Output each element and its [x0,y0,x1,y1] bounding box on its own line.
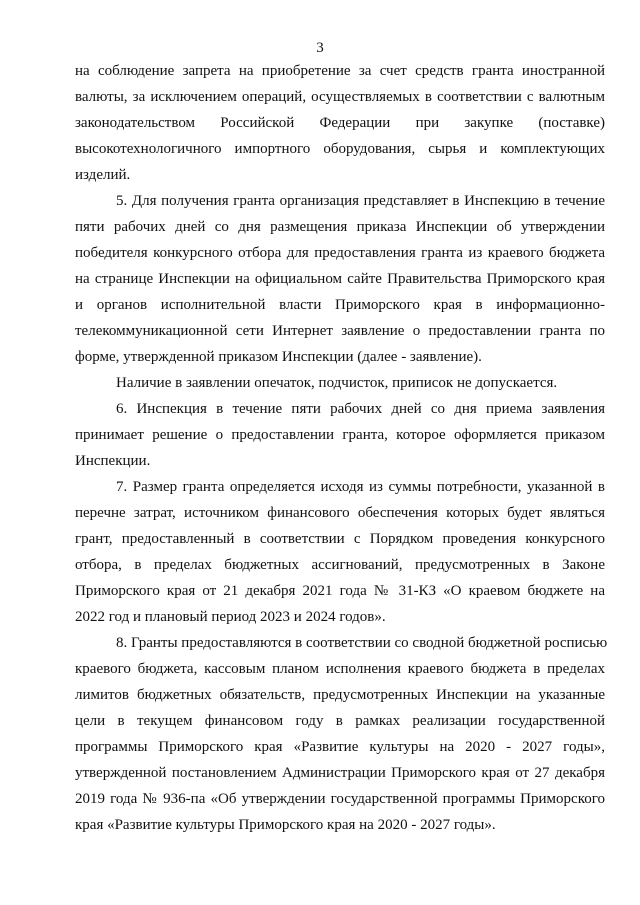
paragraph-item-6 [75,396,605,474]
text-line: на странице Инспекции на официальном сайте Правительства Приморского края [75,271,605,287]
text-line: законодательством Российской Федерации при закупке (поставке) [75,115,605,131]
text-line: перечне затрат, источником финансового обеспечения которых будет являться [75,505,605,521]
text-line: грант, предоставленный в соответствии с Порядком проведения конкурсного [75,531,605,547]
text-line: лимитов бюджетных обязательств, предусмотренных Инспекции на указанные [75,687,605,703]
paragraph-continuation [75,58,605,188]
text-line: валюты, за исключением операций, осуществляемых в соответствии с валютным [75,89,605,105]
text-line: Инспекции. [75,453,151,469]
text-line: 7. Размер гранта определяется исходя из суммы потребности, указанной в [116,479,605,495]
text-line: изделий. [75,167,131,183]
text-line: принимает решение о предоставлении гранта, которое оформляется приказом [75,427,605,443]
text-line: 8. Гранты предоставляются в соответствии со сводной бюджетной росписью [116,635,608,651]
text-line: утвержденной постановлением Администрации Приморского края от 27 декабря [75,765,605,781]
text-line: краевого бюджета, кассовым планом исполнения краевого бюджета в пределах [75,661,605,677]
page-number: 3 [316,40,324,56]
text-line: 2019 года № 936-па «Об утверждении государственной программы Приморского [75,791,605,807]
text-line: 2022 год и плановый период 2023 и 2024 годов». [75,609,386,625]
text-line: и органов исполнительной власти Приморского края в информационно- [75,297,605,313]
paragraph-no-typos [75,370,605,396]
paragraph-item-5 [75,188,605,370]
text-line: отбора, в пределах бюджетных ассигнований, предусмотренных в Законе [75,557,605,573]
text-line: 6. Инспекция в течение пяти рабочих дней со дня приема заявления [116,401,605,417]
text-line: форме, утвержденной приказом Инспекции (далее - заявление). [75,349,482,365]
text-line: на соблюдение запрета на приобретение за счет средств гранта иностранной [75,63,605,79]
text-line: телекоммуникационной сети Интернет заявление о предоставлении гранта по [75,323,605,339]
text-line: пяти рабочих дней со дня размещения приказа Инспекции об утверждении [75,219,605,235]
text-line: 5. Для получения гранта организация представляет в Инспекцию в течение [116,193,605,209]
document-body [75,58,608,838]
text-line: высокотехнологичного импортного оборудования, сырья и комплектующих [75,141,605,157]
text-line: цели в текущем финансовом году в рамках реализации государственной [75,713,605,729]
text-line: края «Развитие культуры Приморского края на 2020 - 2027 годы». [75,817,496,833]
paragraph-item-8 [75,630,608,838]
text-line: победителя конкурсного отбора для предоставления гранта из краевого бюджета [75,245,605,261]
text-line: Приморского края от 21 декабря 2021 года № 31-КЗ «О краевом бюджете на [75,583,605,599]
text-line: Наличие в заявлении опечаток, подчисток, приписок не допускается. [116,375,558,391]
paragraph-item-7 [75,474,605,630]
text-line: программы Приморского края «Развитие культуры на 2020 - 2027 годы», [75,739,605,755]
